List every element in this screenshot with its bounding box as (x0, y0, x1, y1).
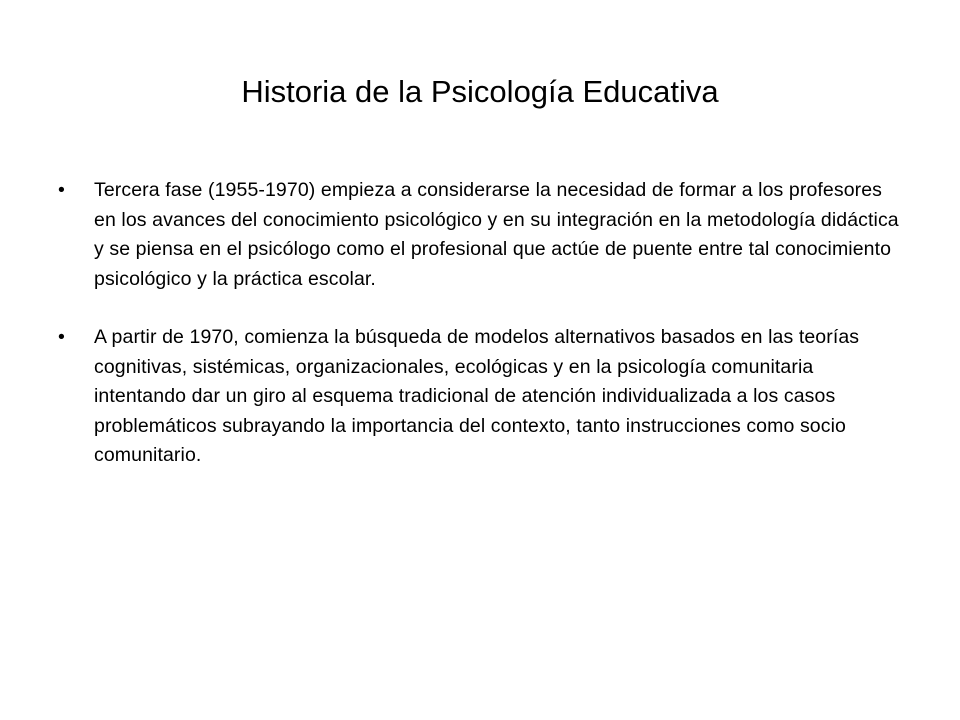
bullet-list (58, 176, 908, 500)
bullet-item-tercera-fase (58, 176, 908, 294)
bullet-marker: • (58, 179, 65, 201)
bullet-marker: • (58, 326, 65, 348)
bullet-item-a-partir-de-1970 (58, 323, 908, 471)
bullet-text: A partir de 1970, comienza la búsqueda de modelos alternativos basados en las teorías cognitivas, sistémicas, organizacionales, ecológicas y en la psicología comunitaria intentando dar un giro al esquema tradicional de atención individualizada a los casos problemáticos subrayando la importancia del contexto, tanto instrucciones como socio comunitario. (94, 326, 860, 466)
slide-title: Historia de la Psicología Educativa (241, 74, 719, 109)
bullet-text: Tercera fase (1955-1970) empieza a considerarse la necesidad de formar a los profesores en los avances del conocimiento psicológico y en su integración en la metodología didáctica y se piensa en el psicólogo como el profesional que actúe de puente entre tal conocimiento psicológico y la práctica escolar. (94, 179, 899, 290)
